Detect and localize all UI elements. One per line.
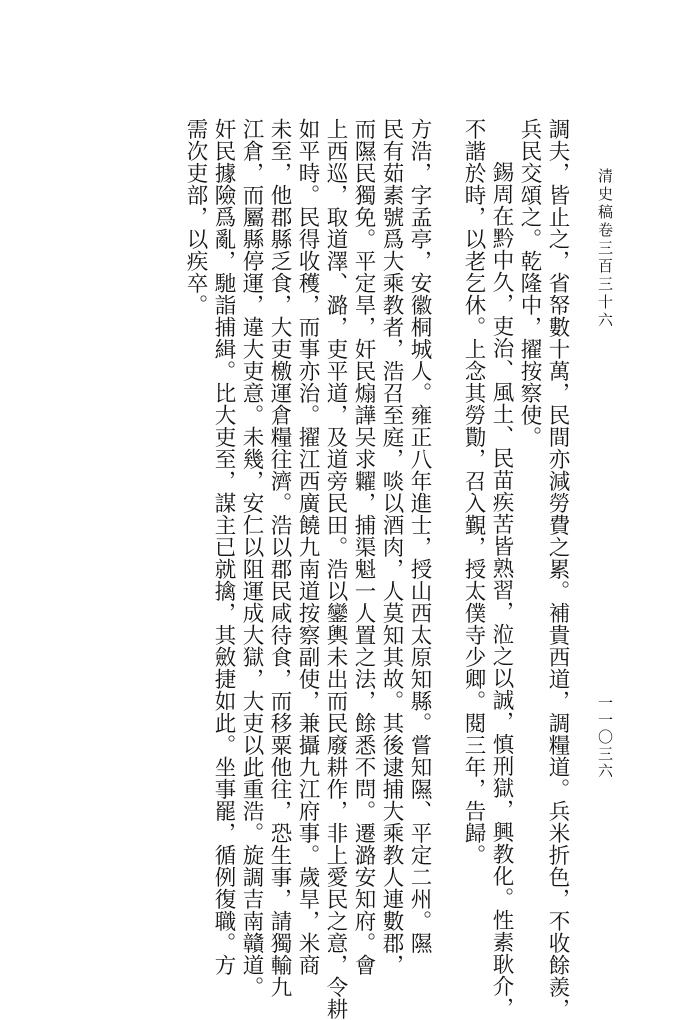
text-column: 未至，他郡縣乏食，大吏檄運倉糧往濟。浩以郡民咸待食，而移粟他往，恐生事，請獨輸九 xyxy=(267,118,292,998)
text-column: 需次吏部，以疾卒。 xyxy=(183,118,208,316)
text-column: 調夫，皆止之，省帑數十萬，民間亦減勞費之累。補貴西道，調糧道。兵米折色，不收餘羨， xyxy=(545,118,570,1020)
page-number: 一一〇三六 xyxy=(596,695,614,780)
text-column: 兵民交頌之。乾隆中，擢按察使。 xyxy=(517,118,542,448)
text-column: 民有茹素號爲大乘教者，浩召至庭，啖以酒肉，人莫知其故。其後逮捕大乘教人連數郡， xyxy=(379,118,404,976)
text-column: 如平時。民得收穫，而事亦治。擢江西廣饒九南道按察副使，兼攝九江府事。歲旱，米商 xyxy=(295,118,320,976)
text-column: 方浩，字孟亭，安徽桐城人。雍正八年進士，授山西太原知縣。嘗知隰、平定二州。隰 xyxy=(407,118,432,954)
text-column: 錫周在黔中久，吏治、風土、民苗疾苦皆熟習，涖之以誠，慎刑獄，興教化。性素耿介， xyxy=(489,161,514,1019)
text-column: 上西巡，取道澤、潞，吏平道，及道旁民田。浩以鑾輿未出而民廢耕作，非上愛民之意，令耕 xyxy=(323,118,348,1020)
text-column: 而隰民獨免。平定旱，奸民煽譁㕦求糶，捕渠魁一人置之法，餘悉不問。遷潞安知府。會 xyxy=(351,118,376,976)
text-column: 奸民據險爲亂，馳詣捕緝。比大吏至，謀主已就擒，其斂捷如此。坐事罷，循例復職。方 xyxy=(211,118,236,976)
text-column: 江倉，而屬縣停運，違大吏意。未幾，安仁以阻運成大獄，大吏以此重浩。旋調吉南贛道。 xyxy=(239,118,264,998)
running-head: 清史稿卷三百三十六 xyxy=(596,168,614,330)
body-text xyxy=(111,118,571,1020)
text-column: 不諧於時，以老乞休。上念其勞勩，召入覲，授太僕寺少卿。閱三年，告歸。 xyxy=(461,118,486,866)
